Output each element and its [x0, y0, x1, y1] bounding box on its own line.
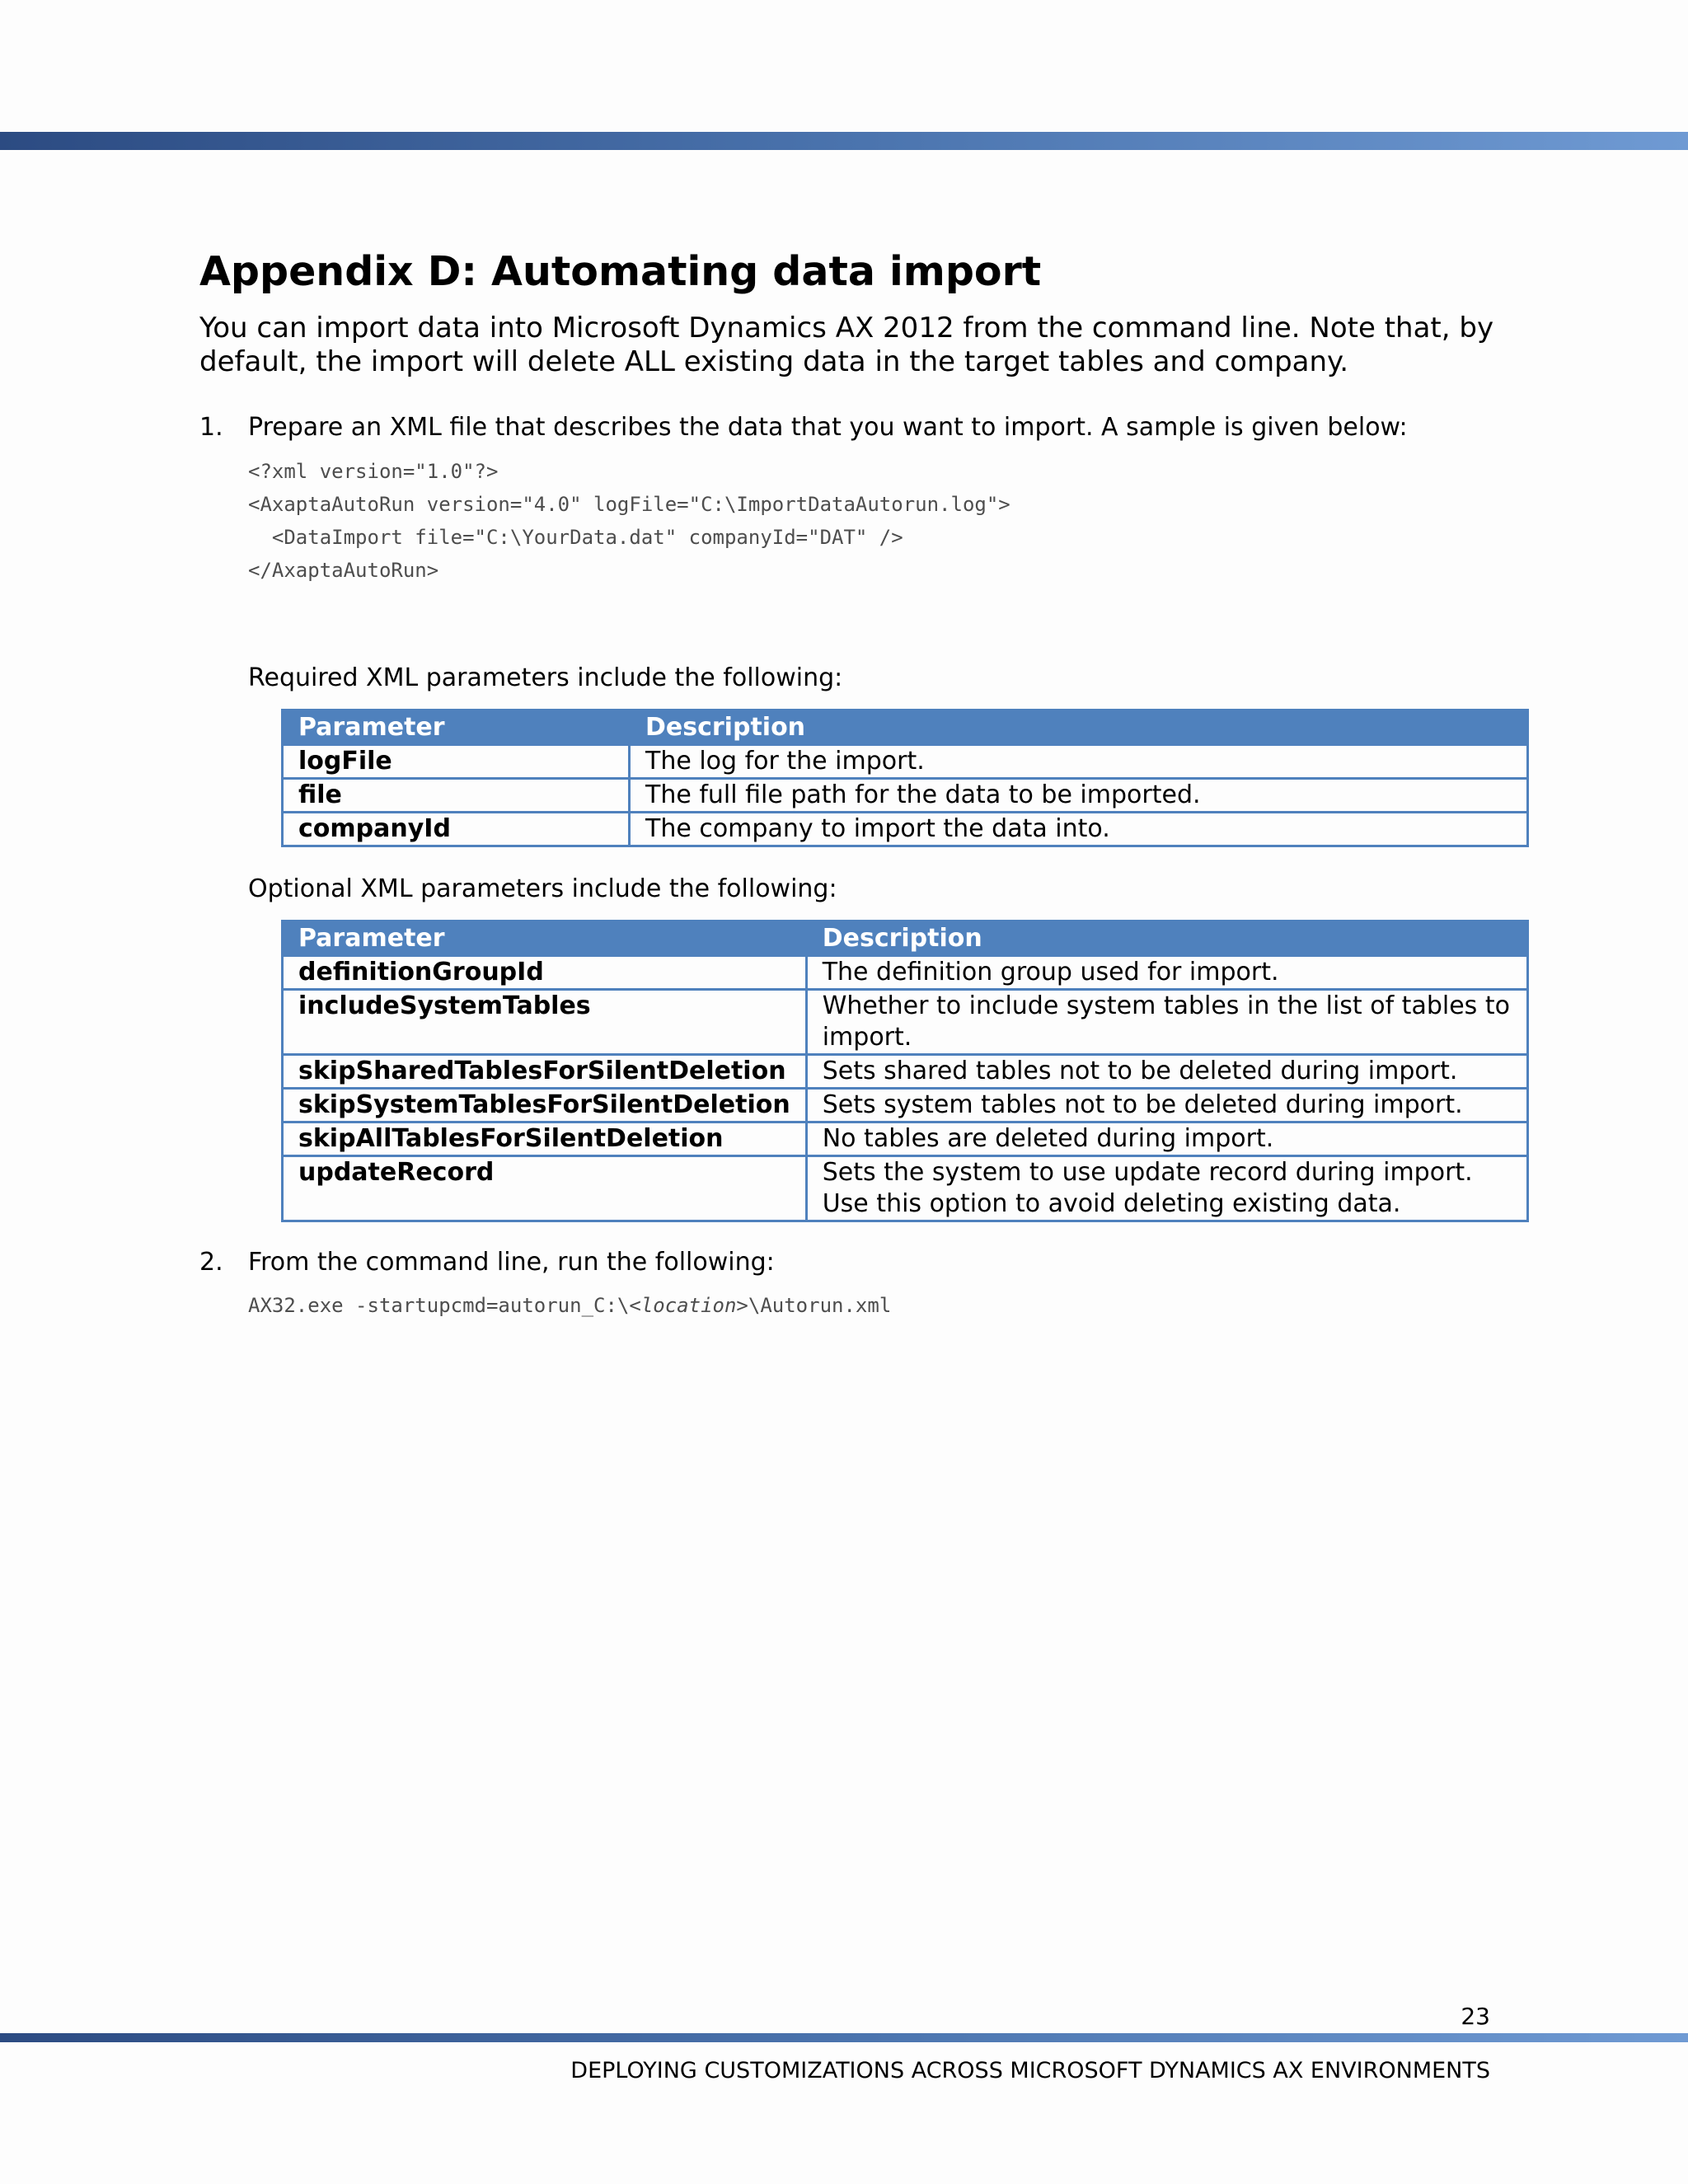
column-header-parameter: Parameter — [283, 921, 807, 956]
step-text: From the command line, run the following: — [248, 1248, 775, 1277]
step-number: 2. — [199, 1248, 223, 1277]
command-placeholder: location — [640, 1294, 737, 1317]
table-header-row — [283, 710, 1528, 745]
table-row — [283, 1055, 1528, 1089]
table-row — [283, 1156, 1528, 1221]
command-prefix: AX32.exe -startupcmd=autorun_C:\< — [248, 1294, 641, 1317]
code-line: </AxaptaAutoRun> — [248, 559, 439, 582]
code-line: <DataImport file="C:\YourData.dat" companyId="DAT" /> — [248, 526, 903, 549]
table-row — [283, 956, 1528, 990]
param-name: skipAllTablesForSilentDeletion — [283, 1122, 807, 1156]
table-row — [283, 1122, 1528, 1156]
param-name: companyId — [283, 813, 630, 846]
param-name: file — [283, 779, 630, 813]
param-description: The full file path for the data to be imported. — [630, 779, 1528, 813]
table-row — [283, 990, 1528, 1055]
param-name: skipSharedTablesForSilentDeletion — [283, 1055, 807, 1089]
footer-title: DEPLOYING CUSTOMIZATIONS ACROSS MICROSOFT DYNAMICS AX ENVIRONMENTS — [570, 2058, 1490, 2083]
param-name: logFile — [283, 745, 630, 779]
command-suffix: >\Autorun.xml — [736, 1294, 892, 1317]
intro-paragraph: You can import data into Microsoft Dynamics AX 2012 from the command line. Note that, by default, the import will delete ALL existing data in the target tables and company. — [199, 312, 1494, 378]
param-description: The definition group used for import. — [806, 956, 1527, 990]
table-row — [283, 745, 1528, 779]
param-name: updateRecord — [283, 1156, 807, 1221]
table-row — [283, 779, 1528, 813]
param-description: The company to import the data into. — [630, 813, 1528, 846]
required-params-table — [281, 709, 1529, 847]
footer-band — [0, 2033, 1688, 2042]
param-description: No tables are deleted during import. — [806, 1122, 1527, 1156]
step-number: 1. — [199, 413, 223, 442]
optional-params-intro: Optional XML parameters include the following: — [248, 874, 837, 903]
step-text: Prepare an XML file that describes the data that you want to import. A sample is given below: — [248, 413, 1408, 442]
param-description: The log for the import. — [630, 745, 1528, 779]
code-line: <?xml version="1.0"?> — [248, 460, 499, 483]
page-number: 23 — [1461, 2003, 1490, 2030]
column-header-description: Description — [806, 921, 1527, 956]
optional-params-table — [281, 920, 1529, 1222]
table-row — [283, 1089, 1528, 1122]
param-description: Sets the system to use update record during import. Use this option to avoid deleting existing data. — [806, 1156, 1527, 1221]
header-band — [0, 132, 1688, 150]
column-header-parameter: Parameter — [283, 710, 630, 745]
table-row — [283, 813, 1528, 846]
command-line-code — [248, 1289, 891, 1322]
param-name: skipSystemTablesForSilentDeletion — [283, 1089, 807, 1122]
page-title: Appendix D: Automating data import — [199, 248, 1042, 295]
param-description: Whether to include system tables in the list of tables to import. — [806, 990, 1527, 1055]
param-description: Sets system tables not to be deleted during import. — [806, 1089, 1527, 1122]
column-header-description: Description — [630, 710, 1528, 745]
xml-sample-code — [248, 455, 1010, 587]
table-header-row — [283, 921, 1528, 956]
required-params-intro: Required XML parameters include the following: — [248, 663, 843, 692]
param-name: definitionGroupId — [283, 956, 807, 990]
param-name: includeSystemTables — [283, 990, 807, 1055]
code-line: <AxaptaAutoRun version="4.0" logFile="C:\ImportDataAutorun.log"> — [248, 493, 1010, 516]
param-description: Sets shared tables not to be deleted during import. — [806, 1055, 1527, 1089]
